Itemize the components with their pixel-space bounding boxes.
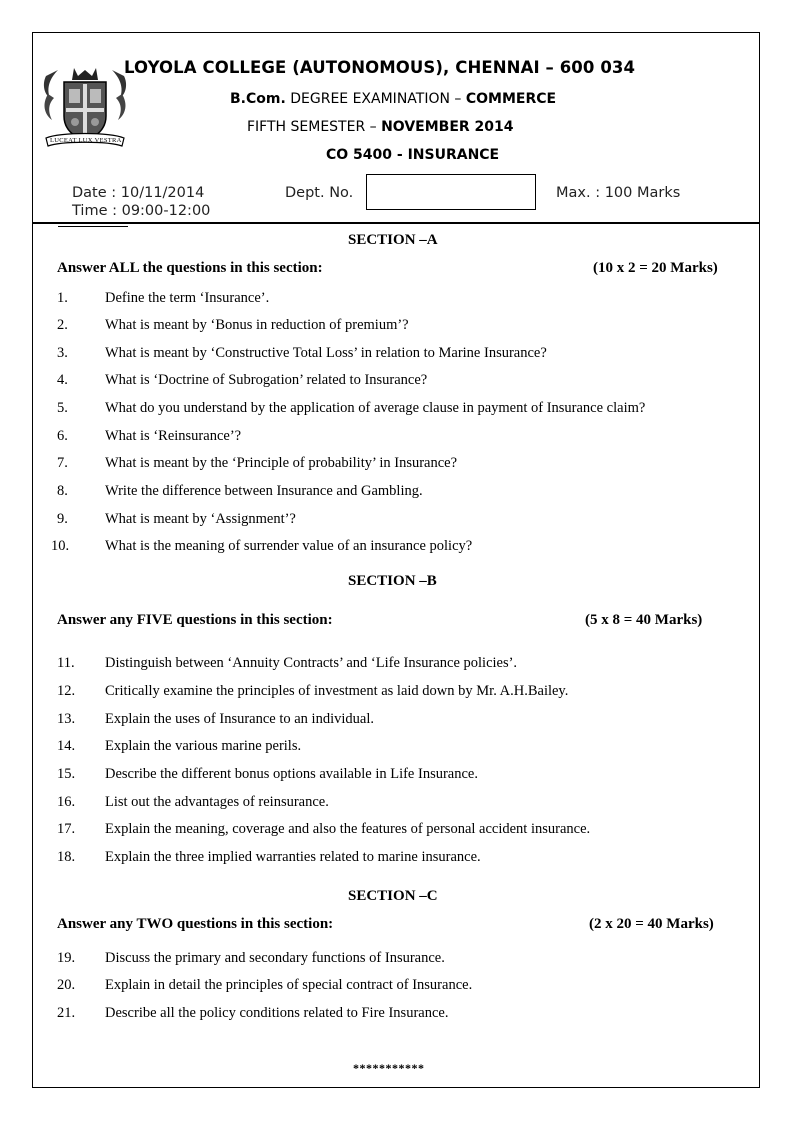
question-number: 12. [57,683,76,699]
college-title: LOYOLA COLLEGE (AUTONOMOUS), CHENNAI – 600 034 [124,58,636,77]
semester-line [247,119,514,135]
question-number: 13. [57,711,76,727]
section-c-instruction: Answer any TWO questions in this section: [57,916,334,932]
question-text: Explain in detail the principles of special contract of Insurance. [105,977,473,993]
degree-mid: DEGREE EXAMINATION – [285,91,466,107]
semester-text: FIFTH SEMESTER – [247,119,382,135]
question-text: List out the advantages of reinsurance. [105,794,329,810]
question-number: 17. [57,821,76,837]
question-number: 5. [57,400,68,416]
question-number: 8. [57,483,68,499]
degree-line [230,91,556,107]
max-marks: Max. : 100 Marks [556,185,681,201]
question-text: Describe all the policy conditions related to Fire Insurance. [105,1005,449,1021]
section-b-title: SECTION –B [348,573,437,589]
course-title: CO 5400 - INSURANCE [326,147,500,163]
question-text: Discuss the primary and secondary functions of Insurance. [105,950,445,966]
section-b-instruction: Answer any FIVE questions in this section: [57,612,333,628]
degree-bold: B.Com. [230,91,286,107]
section-a-title: SECTION –A [348,232,438,248]
section-c-title: SECTION –C [348,888,438,904]
question-number: 2. [57,317,68,333]
question-text: Distinguish between ‘Annuity Contracts’ and ‘Life Insurance policies’. [105,655,518,671]
question-text: What is meant by ‘Constructive Total Loss’ in relation to Marine Insurance? [105,345,547,361]
question-text: Explain the uses of Insurance to an individual. [105,711,374,727]
question-text: What is meant by the ‘Principle of probability’ in Insurance? [105,455,458,471]
question-text: Explain the meaning, coverage and also the features of personal accident insurance. [105,821,591,837]
question-text: Write the difference between Insurance and Gambling. [105,483,423,499]
section-a-marks: (10 x 2 = 20 Marks) [593,260,718,276]
question-number: 18. [57,849,76,865]
question-number: 7. [57,455,68,471]
question-number: 21. [57,1005,76,1021]
question-text: What is meant by ‘Bonus in reduction of premium’? [105,317,409,333]
question-text: What is the meaning of surrender value of an insurance policy? [105,538,473,554]
question-number: 20. [57,977,76,993]
question-number: 16. [57,794,76,810]
header-divider [33,222,759,224]
end-of-paper-stars: *********** [353,1061,425,1075]
section-a-instruction: Answer ALL the questions in this section: [57,260,323,276]
exam-date: Date : 10/11/2014 [72,185,205,201]
question-number: 10. [51,538,70,554]
header-divider-short [58,226,128,227]
question-number: 11. [57,655,75,671]
question-text: Define the term ‘Insurance’. [105,290,270,306]
question-text: What is ‘Reinsurance’? [105,428,242,444]
question-number: 4. [57,372,68,388]
logo-motto: LUCEAT LUX VESTRA [50,137,122,144]
question-text: Critically examine the principles of investment as laid down by Mr. A.H.Bailey. [105,683,569,699]
question-text: What is ‘Doctrine of Subrogation’ related to Insurance? [105,372,428,388]
question-text: What do you understand by the application of average clause in payment of Insurance claim? [105,400,646,416]
session-text: NOVEMBER 2014 [381,119,514,135]
section-b-marks: (5 x 8 = 40 Marks) [585,612,703,628]
question-number: 6. [57,428,68,444]
question-number: 19. [57,950,76,966]
dept-label: Dept. No. [285,185,354,201]
section-c-marks: (2 x 20 = 40 Marks) [589,916,714,932]
question-number: 15. [57,766,76,782]
question-text: Explain the three implied warranties related to marine insurance. [105,849,481,865]
question-number: 1. [57,290,68,306]
question-text: Explain the various marine perils. [105,738,302,754]
question-number: 9. [57,511,68,527]
question-number: 3. [57,345,68,361]
question-number: 14. [57,738,76,754]
exam-time: Time : 09:00-12:00 [72,203,211,219]
dept-number-box[interactable] [366,174,536,210]
question-text: Describe the different bonus options available in Life Insurance. [105,766,478,782]
degree-dept: COMMERCE [465,91,557,107]
question-text: What is meant by ‘Assignment’? [105,511,296,527]
